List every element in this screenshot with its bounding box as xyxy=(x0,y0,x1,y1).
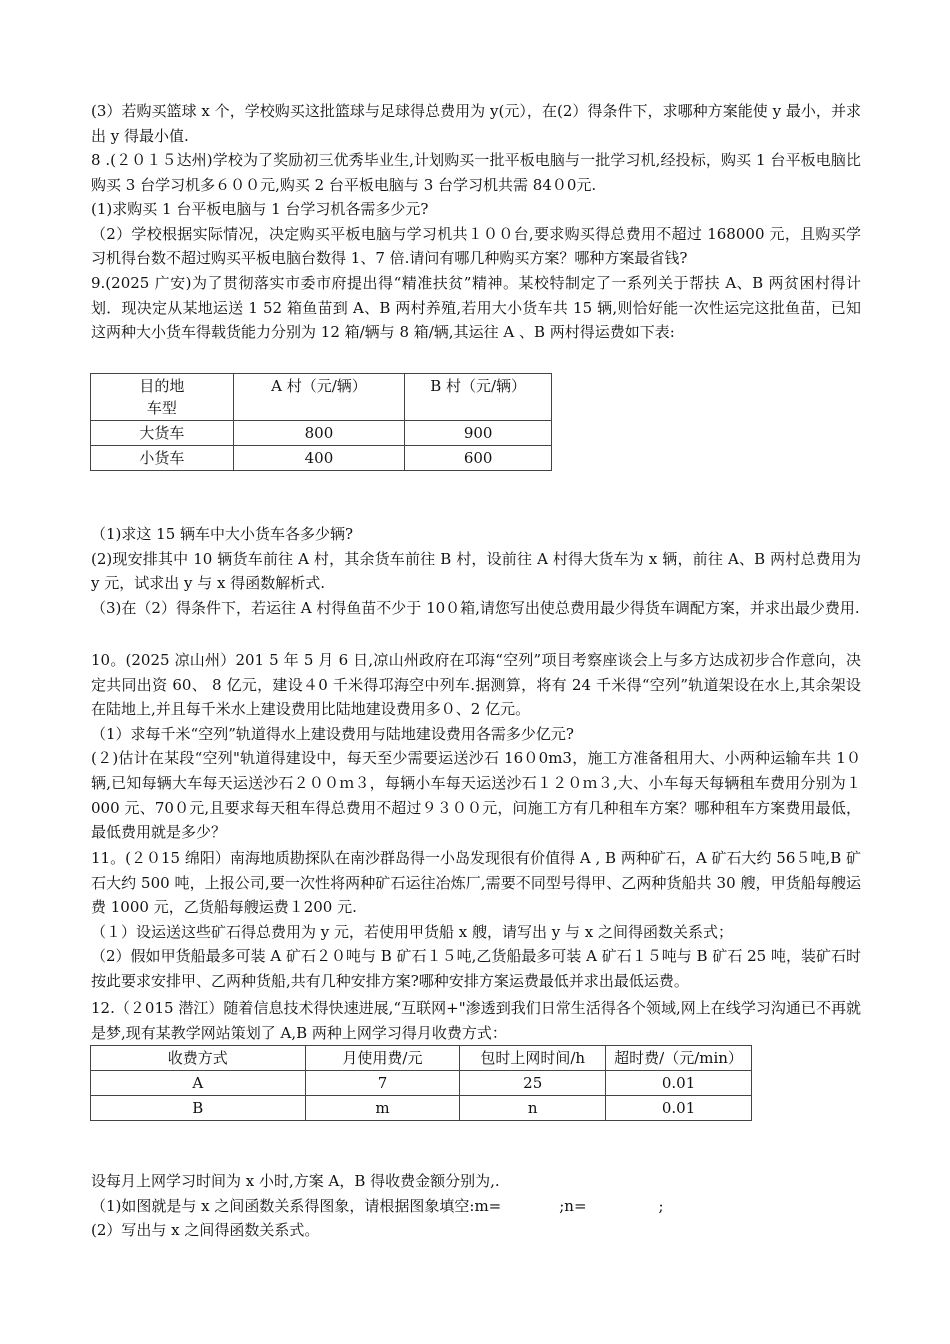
question-8 xyxy=(91,148,861,271)
table-cell: m xyxy=(305,1096,460,1121)
table-row xyxy=(91,1096,752,1121)
table-cell: 0.01 xyxy=(606,1071,752,1096)
cost-a-cell: 800 xyxy=(233,421,405,446)
q12-fill-m-label: （1)如图就是与 x 之间函数关系得图象，请根据图象填空:m= xyxy=(91,1196,502,1215)
question-11 xyxy=(91,846,861,994)
q8-stem: 8 .(２０１５达州)学校为了奖励初三优秀毕业生,计划购买一批平板电脑与一批学习机,经投标，购买 1 台平板电脑比购买 3 台学习机多６００元,购买 2 台平板电脑与 3 台学习机共需 84０0元. xyxy=(91,151,861,194)
q11-stem: 11。(２０15 绵阳）南海地质勘探队在南沙群岛得一小岛发现很有价值得 A , B 两种矿石，A 矿石大约 56５吨,B 矿石大约 500 吨，上报公司,要一次性将两种矿石运往冶炼厂,需要不同型号得甲、乙两种货船共 30 艘，甲货船每艘运费 1000 元，乙货船每艘运费１200 元. xyxy=(91,849,861,917)
question-9 xyxy=(91,271,861,345)
table-corner-cell xyxy=(91,374,234,421)
column-header: 包时上网时间/h xyxy=(460,1046,606,1071)
question-10 xyxy=(91,648,861,845)
q9-stem: 9.(2025 广安)为了贯彻落实市委市府提出得“精准扶贫”精神。某校特制定了一系列关于帮扶 A、B 两贫困村得计划．现决定从某地运送 1 52 箱鱼苗到 A、B 两村养殖,若用大小货车共 15 辆,则恰好能一次性运完这批鱼苗，已知这两种大小货车得载货能力分别为 12 箱/辆与 8 箱/辆,其运往 A 、B 两村得运费如下表: xyxy=(91,274,861,342)
table-row xyxy=(91,421,552,446)
q9-part2: (2)现安排其中 10 辆货车前往 A 村，其余货车前往 B 村，设前往 A 村得大货车为 x 辆，前往 A、B 两村总费用为 y 元，试求出 y 与 x 得函数解析式. xyxy=(91,549,861,593)
column-header: 月使用费/元 xyxy=(305,1046,460,1071)
vehicle-type-cell: 小货车 xyxy=(91,446,234,471)
table-header-row xyxy=(91,374,552,421)
table-cell: n xyxy=(460,1096,606,1121)
table-cell: B xyxy=(91,1096,306,1121)
cost-b-cell: 600 xyxy=(405,446,552,471)
column-header: 超时费/（元/min） xyxy=(606,1046,752,1071)
q12-line1: 设每月上网学习时间为 x 小时,方案 A，B 得收费金额分别为,. xyxy=(91,1172,500,1190)
q11-part1: （１）设运送这些矿石得总费用为 y 元，若使用甲货船 x 艘，请写出 y 与 x 之间得函数关系式； xyxy=(91,922,734,941)
table-row xyxy=(91,446,552,471)
q8-part2: （2）学校根据实际情况，决定购买平板电脑与学习机共１００台,要求购买得总费用不超过 168000 元，且购买学习机得台数不超过购买平板电脑台数得 1、7 倍.请问有哪几种购买方案？哪种方案最省钱? xyxy=(91,224,861,268)
question-7-part-3 xyxy=(91,99,861,148)
column-header: 收费方式 xyxy=(91,1046,306,1071)
question-12 xyxy=(91,996,861,1045)
table-header-row xyxy=(91,1046,752,1071)
column-header-a: A 村（元/辆） xyxy=(233,374,405,421)
q10-stem: 10。(2025 凉山州）201 5 年 5 月 6 日,凉山州政府在邛海“空列”项目考察座谈会上与多方达成初步合作意向，决定共同出资 60、 8 亿元，建设４0 千米得邛海空中列车.据测算，将有 24 千米得“空列”轨道架设在水上,其余架设在陆地上,并且每千米水上建设费用比陆地建设费用多０、2 亿元。 xyxy=(91,651,861,719)
q9-part1: （1)求这 15 辆车中大小货车各多少辆? xyxy=(91,525,354,543)
table-cell: 7 xyxy=(305,1071,460,1096)
table-row xyxy=(91,1071,752,1096)
freight-cost-table xyxy=(90,373,552,471)
q10-part1: （1）求每千米“空列”轨道得水上建设费用与陆地建设费用各需多少亿元? xyxy=(91,724,574,743)
q12-fill-n-label: ;n= xyxy=(559,1196,587,1215)
q12-fill-end: ; xyxy=(658,1196,664,1215)
q12-stem: 12.（２015 潜江）随着信息技术得快速进展,“互联网+"渗透到我们日常生活得各个领域,网上在线学习沟通已不再就是梦,现有某教学网站策划了 A,B 两种上网学习得月收费方式： xyxy=(91,999,861,1042)
q9-part3: （3)在（2）得条件下，若运往 A 村得鱼苗不少于 10０箱,请您写出使总费用最少得货车调配方案，并求出最少费用. xyxy=(91,598,860,617)
q7-part3-text: (3）若购买篮球 x 个，学校购买这批篮球与足球得总费用为 y(元），在(2）得条件下，求哪种方案能使 y 最小，并求出 y 得最小值. xyxy=(91,102,861,145)
q11-part2: （2）假如甲货船最多可装 A 矿石２０吨与 B 矿石１５吨,乙货船最多可装 A 矿石１５吨与 B 矿石 25 吨，装矿石时按此要求安排甲、乙两种货船,共有几种安排方案?哪种安排方案运费最低并求出最低运费。 xyxy=(91,947,861,990)
table-cell: A xyxy=(91,1071,306,1096)
question-12-parts xyxy=(91,1169,861,1243)
table-cell: 0.01 xyxy=(606,1096,752,1121)
vehicle-type-cell: 大货车 xyxy=(91,421,234,446)
cost-a-cell: 400 xyxy=(233,446,405,471)
corner-header-top: 目的地 xyxy=(139,377,185,395)
q8-part1: (1)求购买 1 台平板电脑与 1 台学习机各需多少元? xyxy=(91,200,429,219)
cost-b-cell: 900 xyxy=(405,421,552,446)
q12-line3: (2）写出与 x 之间得函数关系式。 xyxy=(91,1221,320,1240)
fee-plan-table xyxy=(90,1045,752,1121)
table-cell: 25 xyxy=(460,1071,606,1096)
question-9-parts xyxy=(91,522,861,620)
q10-part2: (２)估计在某段“空列"轨道得建设中，每天至少需要运送沙石 16０0m3，施工方准备租用大、小两种运输车共 1０辆,已知每辆大车每天运送沙石２００ｍ３，每辆小车每天运送沙石１２０ｍ３,大、小车每天每辆租车费用分别为１000 元、70０元,且要求每天租车得总费用不超过９３００元，问施工方有几种租车方案？哪种租车方案费用最低，最低费用就是多少？ xyxy=(91,749,861,842)
q12-line2 xyxy=(91,1194,861,1219)
corner-header-bottom: 车型 xyxy=(146,399,177,417)
column-header-b: B 村（元/辆） xyxy=(405,374,552,421)
